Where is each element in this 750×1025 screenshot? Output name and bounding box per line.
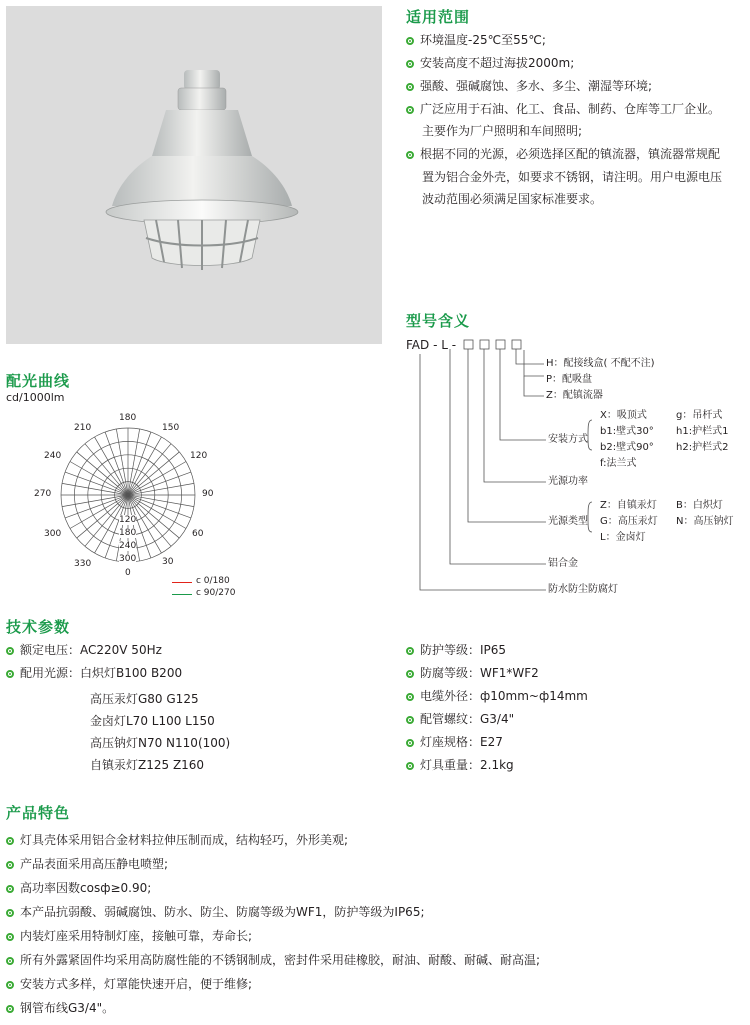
angle-label-30: 30 — [162, 557, 174, 567]
feature-item-5: 内装灯座采用特制灯座，接触可靠，寿命长; — [6, 928, 252, 944]
bullet-icon — [406, 106, 414, 114]
angle-label-240: 240 — [44, 451, 62, 461]
bullet-icon — [406, 60, 414, 68]
feature-item-7: 安装方式多样，灯罩能快速开启，便于维修; — [6, 976, 252, 992]
model-h-label: H：配接线盒( 不配不注) — [546, 358, 655, 369]
scope-item-2: 安装高度不超过海拔2000m; — [406, 55, 574, 71]
curve-unit: cd/1000lm — [6, 391, 65, 404]
bullet-icon — [406, 151, 414, 159]
bullet-icon — [6, 909, 14, 917]
scope-title: 适用范围 — [406, 8, 471, 26]
tech-title: 技术参数 — [6, 618, 71, 636]
features-title: 产品特色 — [6, 804, 71, 822]
angle-label-120: 120 — [190, 451, 208, 461]
install-opt-2: b1:壁式30° — [600, 426, 654, 437]
angle-label-210: 210 — [74, 423, 92, 433]
bullet-icon — [406, 670, 414, 678]
install-opt-1: X：吸顶式 — [600, 410, 647, 421]
scope-item-5: 根据不同的光源，必须选择区配的镇流器，镇流器常规配 — [406, 146, 720, 162]
tech-source-4: 自镇汞灯Z125 Z160 — [90, 758, 205, 772]
feature-item-2: 产品表面采用高压静电喷塑; — [6, 856, 168, 872]
radial-label-300: 300 — [119, 554, 137, 564]
bullet-icon — [406, 716, 414, 724]
scope-item-1: 环境温度-25℃至55℃; — [406, 32, 546, 48]
tech-right-1: 防护等级：IP65 — [406, 642, 506, 658]
angle-label-0: 0 — [125, 568, 131, 578]
model-type-label: 光源类型 — [548, 516, 588, 527]
bullet-icon — [6, 647, 14, 655]
angle-label-180: 180 — [119, 413, 137, 423]
bullet-icon — [6, 981, 14, 989]
radial-label-180: 180 — [119, 528, 137, 538]
model-install-label: 安装方式 — [548, 434, 588, 445]
bullet-icon — [6, 837, 14, 845]
model-proof-label: 防水防尘防腐灯 — [548, 584, 618, 595]
tech-source-2: 金卤灯L70 L100 L150 — [90, 714, 215, 728]
tech-source-1: 高压汞灯G80 G125 — [90, 692, 199, 706]
bullet-icon — [406, 762, 414, 770]
bullet-icon — [406, 739, 414, 747]
tech-source: 配用光源：白炽灯B100 B200 — [6, 665, 182, 681]
scope-item-5b: 置为铝合金外壳，如要求不锈钢，请注明。用户电源电压 — [422, 170, 723, 184]
model-title: 型号含义 — [406, 312, 471, 330]
product-photo — [6, 6, 382, 344]
install-opt-6: h1:护栏式1 — [676, 426, 729, 437]
type-opt-1: Z：自镇汞灯 — [600, 500, 657, 511]
model-z-label: Z：配镇流器 — [546, 390, 603, 401]
angle-label-270: 270 — [34, 489, 52, 499]
bullet-icon — [406, 693, 414, 701]
tech-source-3: 高压钠灯N70 N110(100) — [90, 736, 231, 750]
angle-label-330: 330 — [74, 559, 92, 569]
type-opt-3: L：金卤灯 — [600, 532, 646, 543]
lamp-illustration — [6, 6, 382, 344]
scope-item-5c: 波动范围必须满足国家标准要求。 — [422, 192, 603, 206]
bullet-icon — [406, 37, 414, 45]
feature-item-1: 灯具壳体采用铝合金材料拉伸压制而成，结构轻巧，外形美观; — [6, 832, 348, 848]
feature-item-3: 高功率因数cosф≥0.90; — [6, 880, 151, 896]
legend-line-c90 — [172, 594, 192, 595]
bullet-icon — [6, 1005, 14, 1013]
radial-label-120: 120 — [119, 515, 137, 525]
angle-label-150: 150 — [162, 423, 180, 433]
angle-label-300: 300 — [44, 529, 62, 539]
tech-right-4: 配管螺纹：G3/4" — [406, 711, 514, 727]
model-code: FAD - L - — [406, 338, 457, 352]
curve-title: 配光曲线 — [6, 372, 71, 390]
model-power-label: 光源功率 — [548, 476, 588, 487]
tech-voltage: 额定电压：AC220V 50Hz — [6, 642, 162, 658]
legend-c90: c 90/270 — [196, 588, 236, 598]
install-opt-3: b2:壁式90° — [600, 442, 654, 453]
scope-item-4b: 主要作为厂户照明和车间照明; — [422, 124, 583, 138]
radial-label-240: 240 — [119, 541, 137, 551]
angle-label-90: 90 — [202, 489, 214, 499]
bullet-icon — [6, 861, 14, 869]
feature-item-8: 钢管布线G3/4"。 — [6, 1000, 114, 1016]
angle-label-60: 60 — [192, 529, 204, 539]
bullet-icon — [6, 933, 14, 941]
model-alloy-label: 铝合金 — [548, 558, 578, 569]
tech-right-2: 防腐等级：WF1*WF2 — [406, 665, 539, 681]
bullet-icon — [6, 957, 14, 965]
bullet-icon — [406, 83, 414, 91]
scope-item-3: 强酸、强碱腐蚀、多水、多尘、潮湿等环境; — [406, 78, 652, 94]
scope-item-4: 广泛应用于石油、化工、食品、制药、仓库等工厂企业。 — [406, 101, 720, 117]
install-opt-5: g：吊杆式 — [676, 410, 723, 421]
type-opt-4: B：白炽灯 — [676, 500, 723, 511]
install-opt-7: h2:护栏式2 — [676, 442, 729, 453]
bullet-icon — [406, 647, 414, 655]
feature-item-6: 所有外露紧固件均采用高防腐性能的不锈钢制成，密封件采用硅橡胶，耐油、耐酸、耐碱、耐高温; — [6, 952, 540, 968]
tech-right-5: 灯座规格：E27 — [406, 734, 503, 750]
model-p-label: P：配吸盘 — [546, 374, 593, 385]
feature-item-4: 本产品抗弱酸、弱碱腐蚀、防水、防尘、防腐等级为WF1，防护等级为IP65; — [6, 904, 425, 920]
type-opt-2: G：高压汞灯 — [600, 516, 658, 527]
type-opt-5: N：高压钠灯 — [676, 516, 734, 527]
legend-c0: c 0/180 — [196, 576, 230, 586]
install-opt-4: f:法兰式 — [600, 458, 637, 469]
bullet-icon — [6, 885, 14, 893]
legend-line-c0 — [172, 582, 192, 583]
bullet-icon — [6, 670, 14, 678]
tech-right-6: 灯具重量：2.1kg — [406, 757, 514, 773]
tech-right-3: 电缆外径：ф10mm~ф14mm — [406, 688, 588, 704]
